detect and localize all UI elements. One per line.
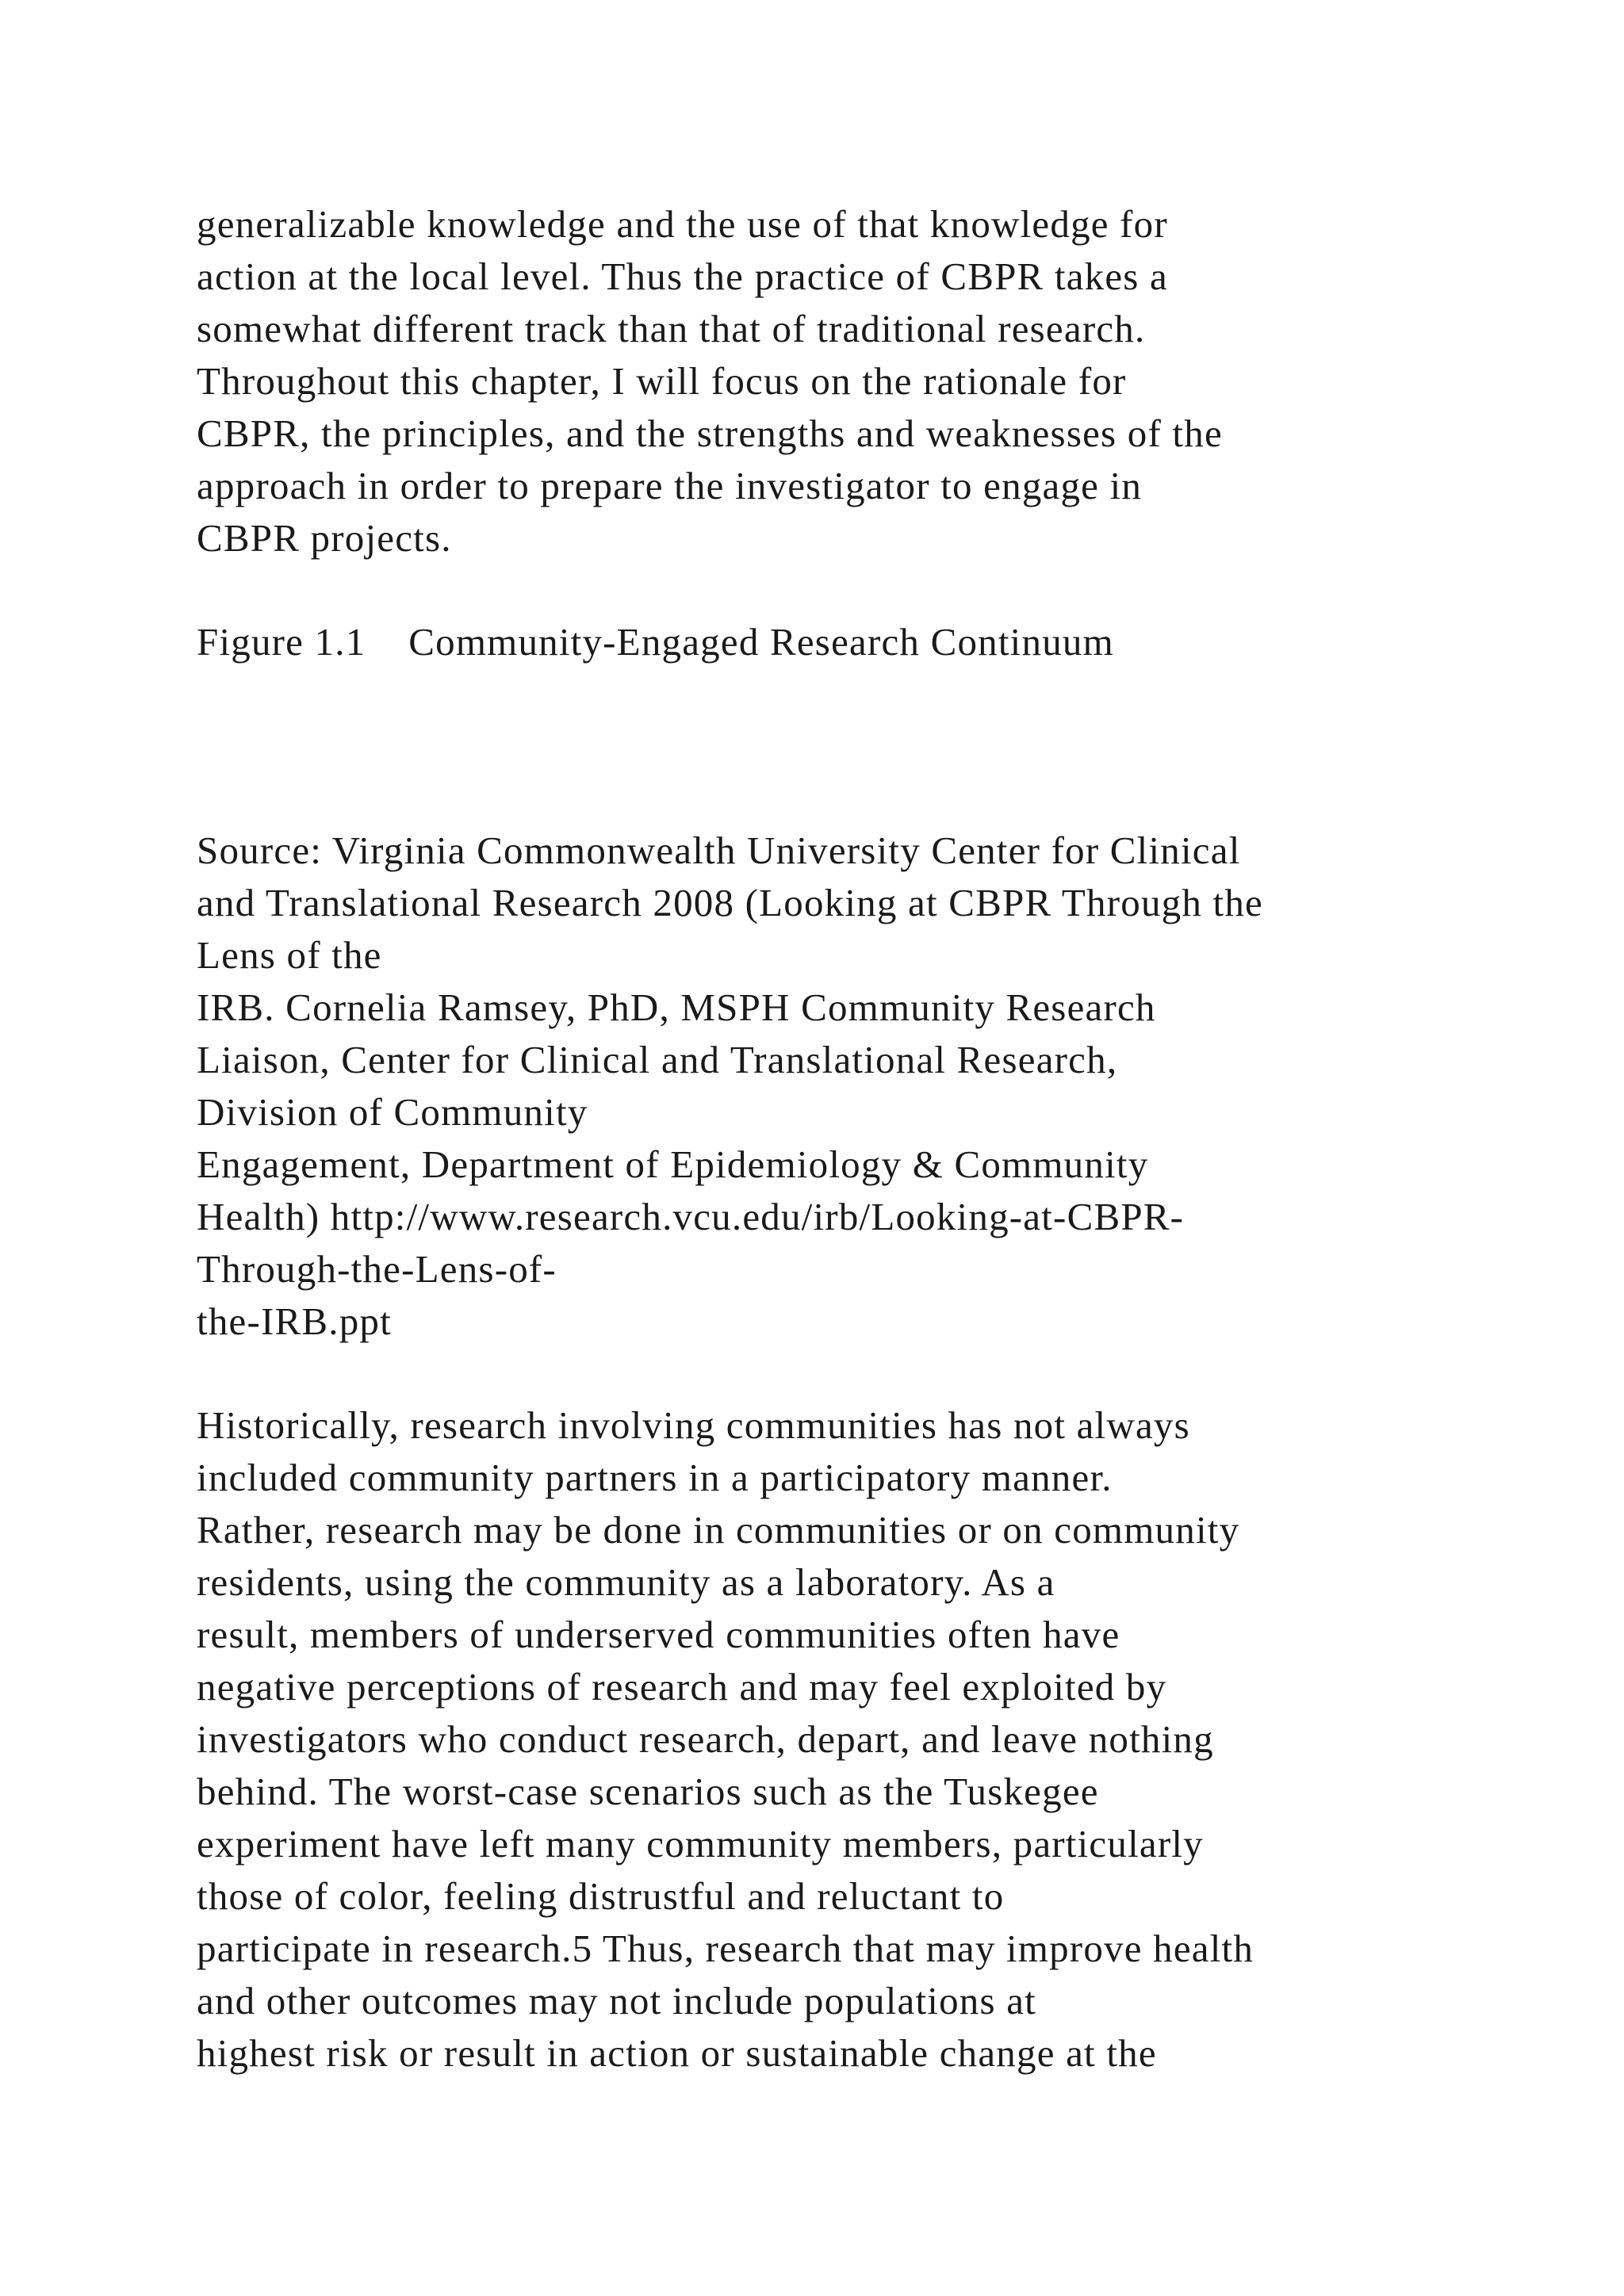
source-line: and Translational Research 2008 (Looking at CBPR Through the	[197, 881, 1263, 924]
text-line: and other outcomes may not include populations at	[197, 1979, 1036, 2022]
source-line: Division of Community	[197, 1090, 588, 1134]
text-line: CBPR, the principles, and the strengths and weaknesses of the	[197, 411, 1223, 455]
figure-caption	[197, 616, 1545, 668]
text-line: negative perceptions of research and may feel exploited by	[197, 1665, 1167, 1709]
text-line: included community partners in a participatory manner.	[197, 1456, 1113, 1499]
text-line: action at the local level. Thus the practice of CBPR takes a	[197, 254, 1168, 298]
source-line: Through-the-Lens-of-	[197, 1247, 557, 1291]
text-line: residents, using the community as a laboratory. As a	[197, 1560, 1055, 1604]
paragraph-historical-context	[197, 1399, 1545, 2080]
text-line: Historically, research involving communities has not always	[197, 1403, 1190, 1447]
figure-caption-text: Figure 1.1 Community-Engaged Research Continuum	[197, 620, 1114, 664]
text-line: CBPR projects.	[197, 516, 452, 560]
source-line: Lens of the	[197, 933, 382, 977]
text-line: participate in research.5 Thus, research that may improve health	[197, 1927, 1254, 1970]
text-line: somewhat different track than that of traditional research.	[197, 307, 1146, 350]
source-line: Source: Virginia Commonwealth University Center for Clinical	[197, 828, 1241, 872]
text-line: Throughout this chapter, I will focus on the rationale for	[197, 359, 1127, 403]
text-line: approach in order to prepare the investigator to engage in	[197, 464, 1143, 507]
text-line: investigators who conduct research, depart, and leave nothing	[197, 1717, 1214, 1761]
source-line: Health) http://www.research.vcu.edu/irb/Looking-at-CBPR-	[197, 1195, 1185, 1238]
figure-source	[197, 825, 1545, 1348]
text-line: generalizable knowledge and the use of that knowledge for	[197, 202, 1168, 246]
text-line: experiment have left many community members, particularly	[197, 1822, 1204, 1866]
paragraph-cbpr-rationale	[197, 198, 1545, 564]
text-line: Rather, research may be done in communities or on community	[197, 1508, 1240, 1552]
source-line: Liaison, Center for Clinical and Translational Research,	[197, 1038, 1118, 1081]
text-line: highest risk or result in action or sustainable change at the	[197, 2031, 1157, 2075]
text-line: behind. The worst-case scenarios such as the Tuskegee	[197, 1770, 1099, 1813]
text-line: those of color, feeling distrustful and reluctant to	[197, 1874, 1005, 1918]
source-line: the-IRB.ppt	[197, 1299, 392, 1343]
source-line: Engagement, Department of Epidemiology & Community	[197, 1142, 1149, 1186]
text-line: result, members of underserved communities often have	[197, 1613, 1120, 1656]
source-line: IRB. Cornelia Ramsey, PhD, MSPH Community Research	[197, 985, 1156, 1029]
